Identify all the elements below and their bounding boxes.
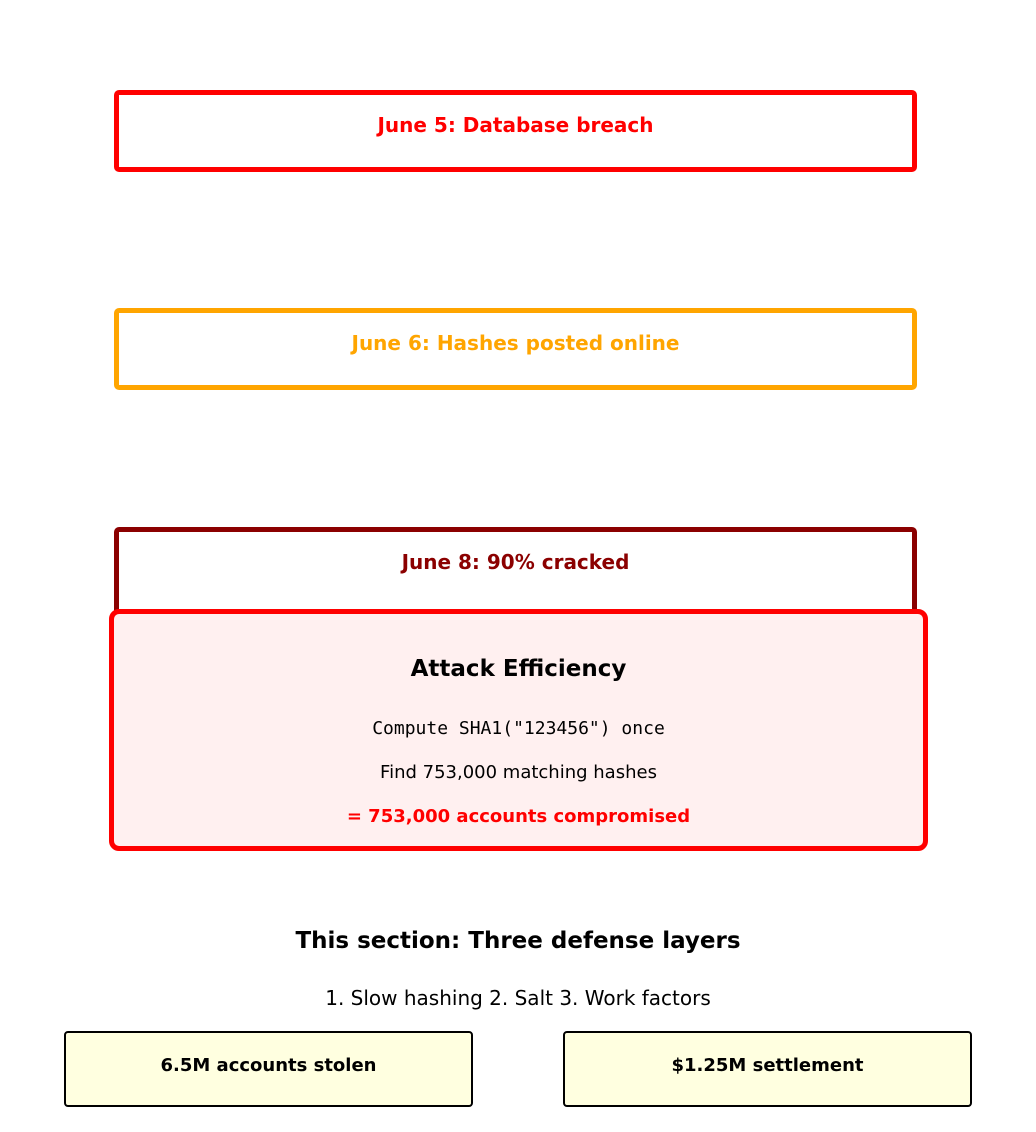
stat-label: $1.25M settlement (671, 1055, 864, 1076)
attack-efficiency-code-line: Compute SHA1("123456") once (372, 718, 665, 739)
attack-efficiency-box (109, 609, 928, 851)
timeline-event-cracked (114, 527, 917, 617)
timeline-event-hashes-posted (114, 308, 917, 390)
stat-box-settlement (563, 1031, 972, 1107)
attack-efficiency-result-line: = 753,000 accounts compromised (346, 806, 691, 827)
attack-efficiency-title: Attack Efficiency (410, 656, 627, 682)
attack-efficiency-find-line: Find 753,000 matching hashes (380, 762, 657, 783)
section-defense-layers: 1. Slow hashing 2. Salt 3. Work factors (325, 986, 711, 1010)
stat-box-accounts-stolen (64, 1031, 473, 1107)
timeline-event-label: June 6: Hashes posted online (351, 331, 680, 355)
stat-label: 6.5M accounts stolen (160, 1055, 377, 1076)
timeline-event-label: June 5: Database breach (377, 113, 654, 137)
section-title: This section: Three defense layers (295, 928, 741, 954)
timeline-event-label: June 8: 90% cracked (401, 550, 630, 574)
timeline-event-breach (114, 90, 917, 172)
